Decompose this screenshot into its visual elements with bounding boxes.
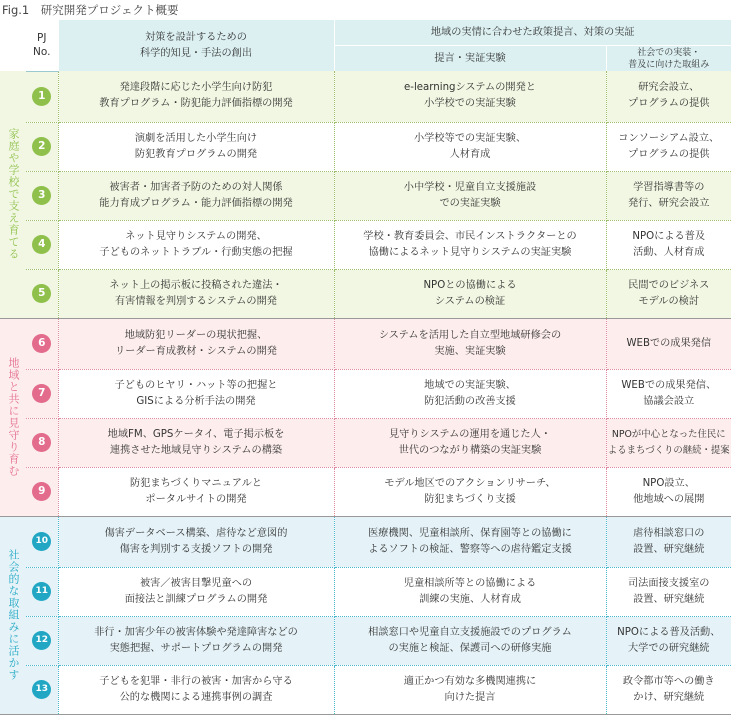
proposal-experiment-cell: NPOとの協働による システムの検証 xyxy=(334,269,606,318)
project-number-badge: 3 xyxy=(32,186,51,205)
col2-header: 提言・実証実験 xyxy=(334,46,606,72)
implementation-cell: 政令都市等への働き かけ、研究継続 xyxy=(606,665,731,714)
category-text: 家庭や学校で支え育てる xyxy=(7,128,20,261)
corner-cell xyxy=(0,20,26,71)
project-number-badge: 8 xyxy=(32,433,51,452)
project-number-cell xyxy=(26,516,58,567)
pj-no-label: PJ No. xyxy=(33,32,51,59)
proposal-experiment-cell: 相談窓口や児童自立支援施設でのプログラム の実施と検証、保護司への研修実施 xyxy=(334,616,606,665)
science-method-cell: 防犯まちづくりマニュアルと ポータルサイトの開発 xyxy=(58,467,334,516)
project-number-cell xyxy=(26,220,58,269)
implementation-cell: WEBでの成果発信、 協議会設立 xyxy=(606,369,731,418)
project-number-cell xyxy=(26,71,58,122)
table-row xyxy=(0,71,731,122)
table-row xyxy=(0,171,731,220)
table-row xyxy=(0,418,731,467)
implementation-cell: NPOによる普及活動、 大学での研究継続 xyxy=(606,616,731,665)
category-text: 地域と共に見守り育む xyxy=(7,357,20,477)
project-number-cell xyxy=(26,616,58,665)
pj-no-header xyxy=(26,20,58,71)
implementation-cell: NPO設立、 他地域への展開 xyxy=(606,467,731,516)
project-number-badge: 1 xyxy=(32,87,51,106)
proposal-experiment-cell: 小学校等での実証実験、 人材育成 xyxy=(334,122,606,171)
table-row xyxy=(0,318,731,369)
table-row xyxy=(0,567,731,616)
science-method-cell: 子どもを犯罪・非行の被害・加害から守る 公的な機関による連携事例の調査 xyxy=(58,665,334,714)
project-number-badge: 10 xyxy=(32,532,51,551)
category-label xyxy=(0,516,26,714)
implementation-cell: NPOによる普及 活動、人材育成 xyxy=(606,220,731,269)
proposal-experiment-cell: 学校・教育委員会、市民インストラクターとの 協働によるネット見守りシステムの実証実験 xyxy=(334,220,606,269)
project-number-badge: 7 xyxy=(32,384,51,403)
table-row xyxy=(0,616,731,665)
implementation-cell: 民間でのビジネス モデルの検討 xyxy=(606,269,731,318)
project-number-cell xyxy=(26,567,58,616)
project-number-badge: 11 xyxy=(32,582,51,601)
science-method-cell: 非行・加害少年の被害体験や発達障害などの 実態把握、サポートプログラムの開発 xyxy=(58,616,334,665)
table-row xyxy=(0,516,731,567)
table-row xyxy=(0,220,731,269)
figure-title: Fig.1 研究開発プロジェクト概要 xyxy=(2,3,179,17)
table-row xyxy=(0,467,731,516)
science-method-cell: 発達段階に応じた小学生向け防犯 教育プログラム・防犯能力評価指標の開発 xyxy=(58,71,334,122)
implementation-cell: 研究会設立、 プログラムの提供 xyxy=(606,71,731,122)
project-number-badge: 4 xyxy=(32,235,51,254)
science-method-cell: ネット上の掲示板に投稿された違法・ 有害情報を判別するシステムの開発 xyxy=(58,269,334,318)
project-number-badge: 5 xyxy=(32,284,51,303)
proposal-experiment-cell: 見守りシステムの運用を通じた人・ 世代のつながり構築の実証実験 xyxy=(334,418,606,467)
project-number-cell xyxy=(26,665,58,714)
project-number-cell xyxy=(26,269,58,318)
science-method-cell: 被害者・加害者予防のための対人関係 能力育成プログラム・能力評価指標の開発 xyxy=(58,171,334,220)
proposal-experiment-cell: 小中学校・児童自立支援施設 での実証実験 xyxy=(334,171,606,220)
category-label xyxy=(0,71,26,318)
table-row xyxy=(0,269,731,318)
project-number-cell xyxy=(26,171,58,220)
science-method-cell: 地域防犯リーダーの現状把握、 リーダー育成教材・システムの開発 xyxy=(58,318,334,369)
project-number-badge: 12 xyxy=(32,631,51,650)
table-row xyxy=(0,665,731,714)
proposal-experiment-cell: システムを活用した自立型地域研修会の 実施、実証実験 xyxy=(334,318,606,369)
proposal-experiment-cell: モデル地区でのアクションリサーチ、 防犯まちづくり支援 xyxy=(334,467,606,516)
science-method-cell: 被害／被害目撃児童への 面接法と訓練プログラムの開発 xyxy=(58,567,334,616)
proposal-experiment-cell: 地域での実証実験、 防犯活動の改善支援 xyxy=(334,369,606,418)
project-number-cell xyxy=(26,467,58,516)
project-number-cell xyxy=(26,418,58,467)
table-row xyxy=(0,369,731,418)
col-group-header: 地域の実情に合わせた政策提言、対策の実証 xyxy=(334,20,731,46)
science-method-cell: 子どものヒヤリ・ハット等の把握と GISによる分析手法の開発 xyxy=(58,369,334,418)
category-text: 社会的な取組みに活かす xyxy=(7,549,20,681)
project-number-cell xyxy=(26,318,58,369)
science-method-cell: ネット見守りシステムの開発、 子どものネットトラブル・行動実態の把握 xyxy=(58,220,334,269)
project-number-badge: 9 xyxy=(32,482,51,501)
science-method-cell: 地域FM、GPSケータイ、電子掲示板を 連携させた地域見守りシステムの構築 xyxy=(58,418,334,467)
proposal-experiment-cell: 児童相談所等との協働による 訓練の実施、人材育成 xyxy=(334,567,606,616)
project-number-cell xyxy=(26,369,58,418)
col3-header xyxy=(606,46,731,72)
table-row xyxy=(0,122,731,171)
proposal-experiment-cell: 医療機関、児童相談所、保育園等との協働に よるソフトの検証、警察等への虐待鑑定支援 xyxy=(334,516,606,567)
implementation-cell: WEBでの成果発信 xyxy=(606,318,731,369)
project-table xyxy=(0,20,731,715)
science-method-cell: 傷害データベース構築、虐待など意図的 傷害を判別する支援ソフトの開発 xyxy=(58,516,334,567)
col3-label: 社会での実装・ 普及に向けた取組み xyxy=(628,47,710,70)
col1-label: 対策を設計するための 科学的知見・手法の創出 xyxy=(139,31,253,59)
implementation-cell: 学習指導書等の 発行、研究会設立 xyxy=(606,171,731,220)
project-number-badge: 13 xyxy=(32,680,51,699)
science-method-cell: 演劇を活用した小学生向け 防犯教育プログラムの開発 xyxy=(58,122,334,171)
proposal-experiment-cell: e-learningシステムの開発と 小学校での実証実験 xyxy=(334,71,606,122)
project-number-badge: 6 xyxy=(32,334,51,353)
project-number-cell xyxy=(26,122,58,171)
implementation-cell: NPOが中心となった住民に よるまちづくりの継続・提案 xyxy=(606,418,731,467)
category-label xyxy=(0,318,26,516)
col1-header xyxy=(58,20,334,71)
implementation-cell: 司法面接支援室の 設置、研究継続 xyxy=(606,567,731,616)
proposal-experiment-cell: 適正かつ有効な多機関連携に 向けた提言 xyxy=(334,665,606,714)
implementation-cell: 虐待相談窓口の 設置、研究継続 xyxy=(606,516,731,567)
implementation-cell: コンソーシアム設立、 プログラムの提供 xyxy=(606,122,731,171)
project-number-badge: 2 xyxy=(32,137,51,156)
